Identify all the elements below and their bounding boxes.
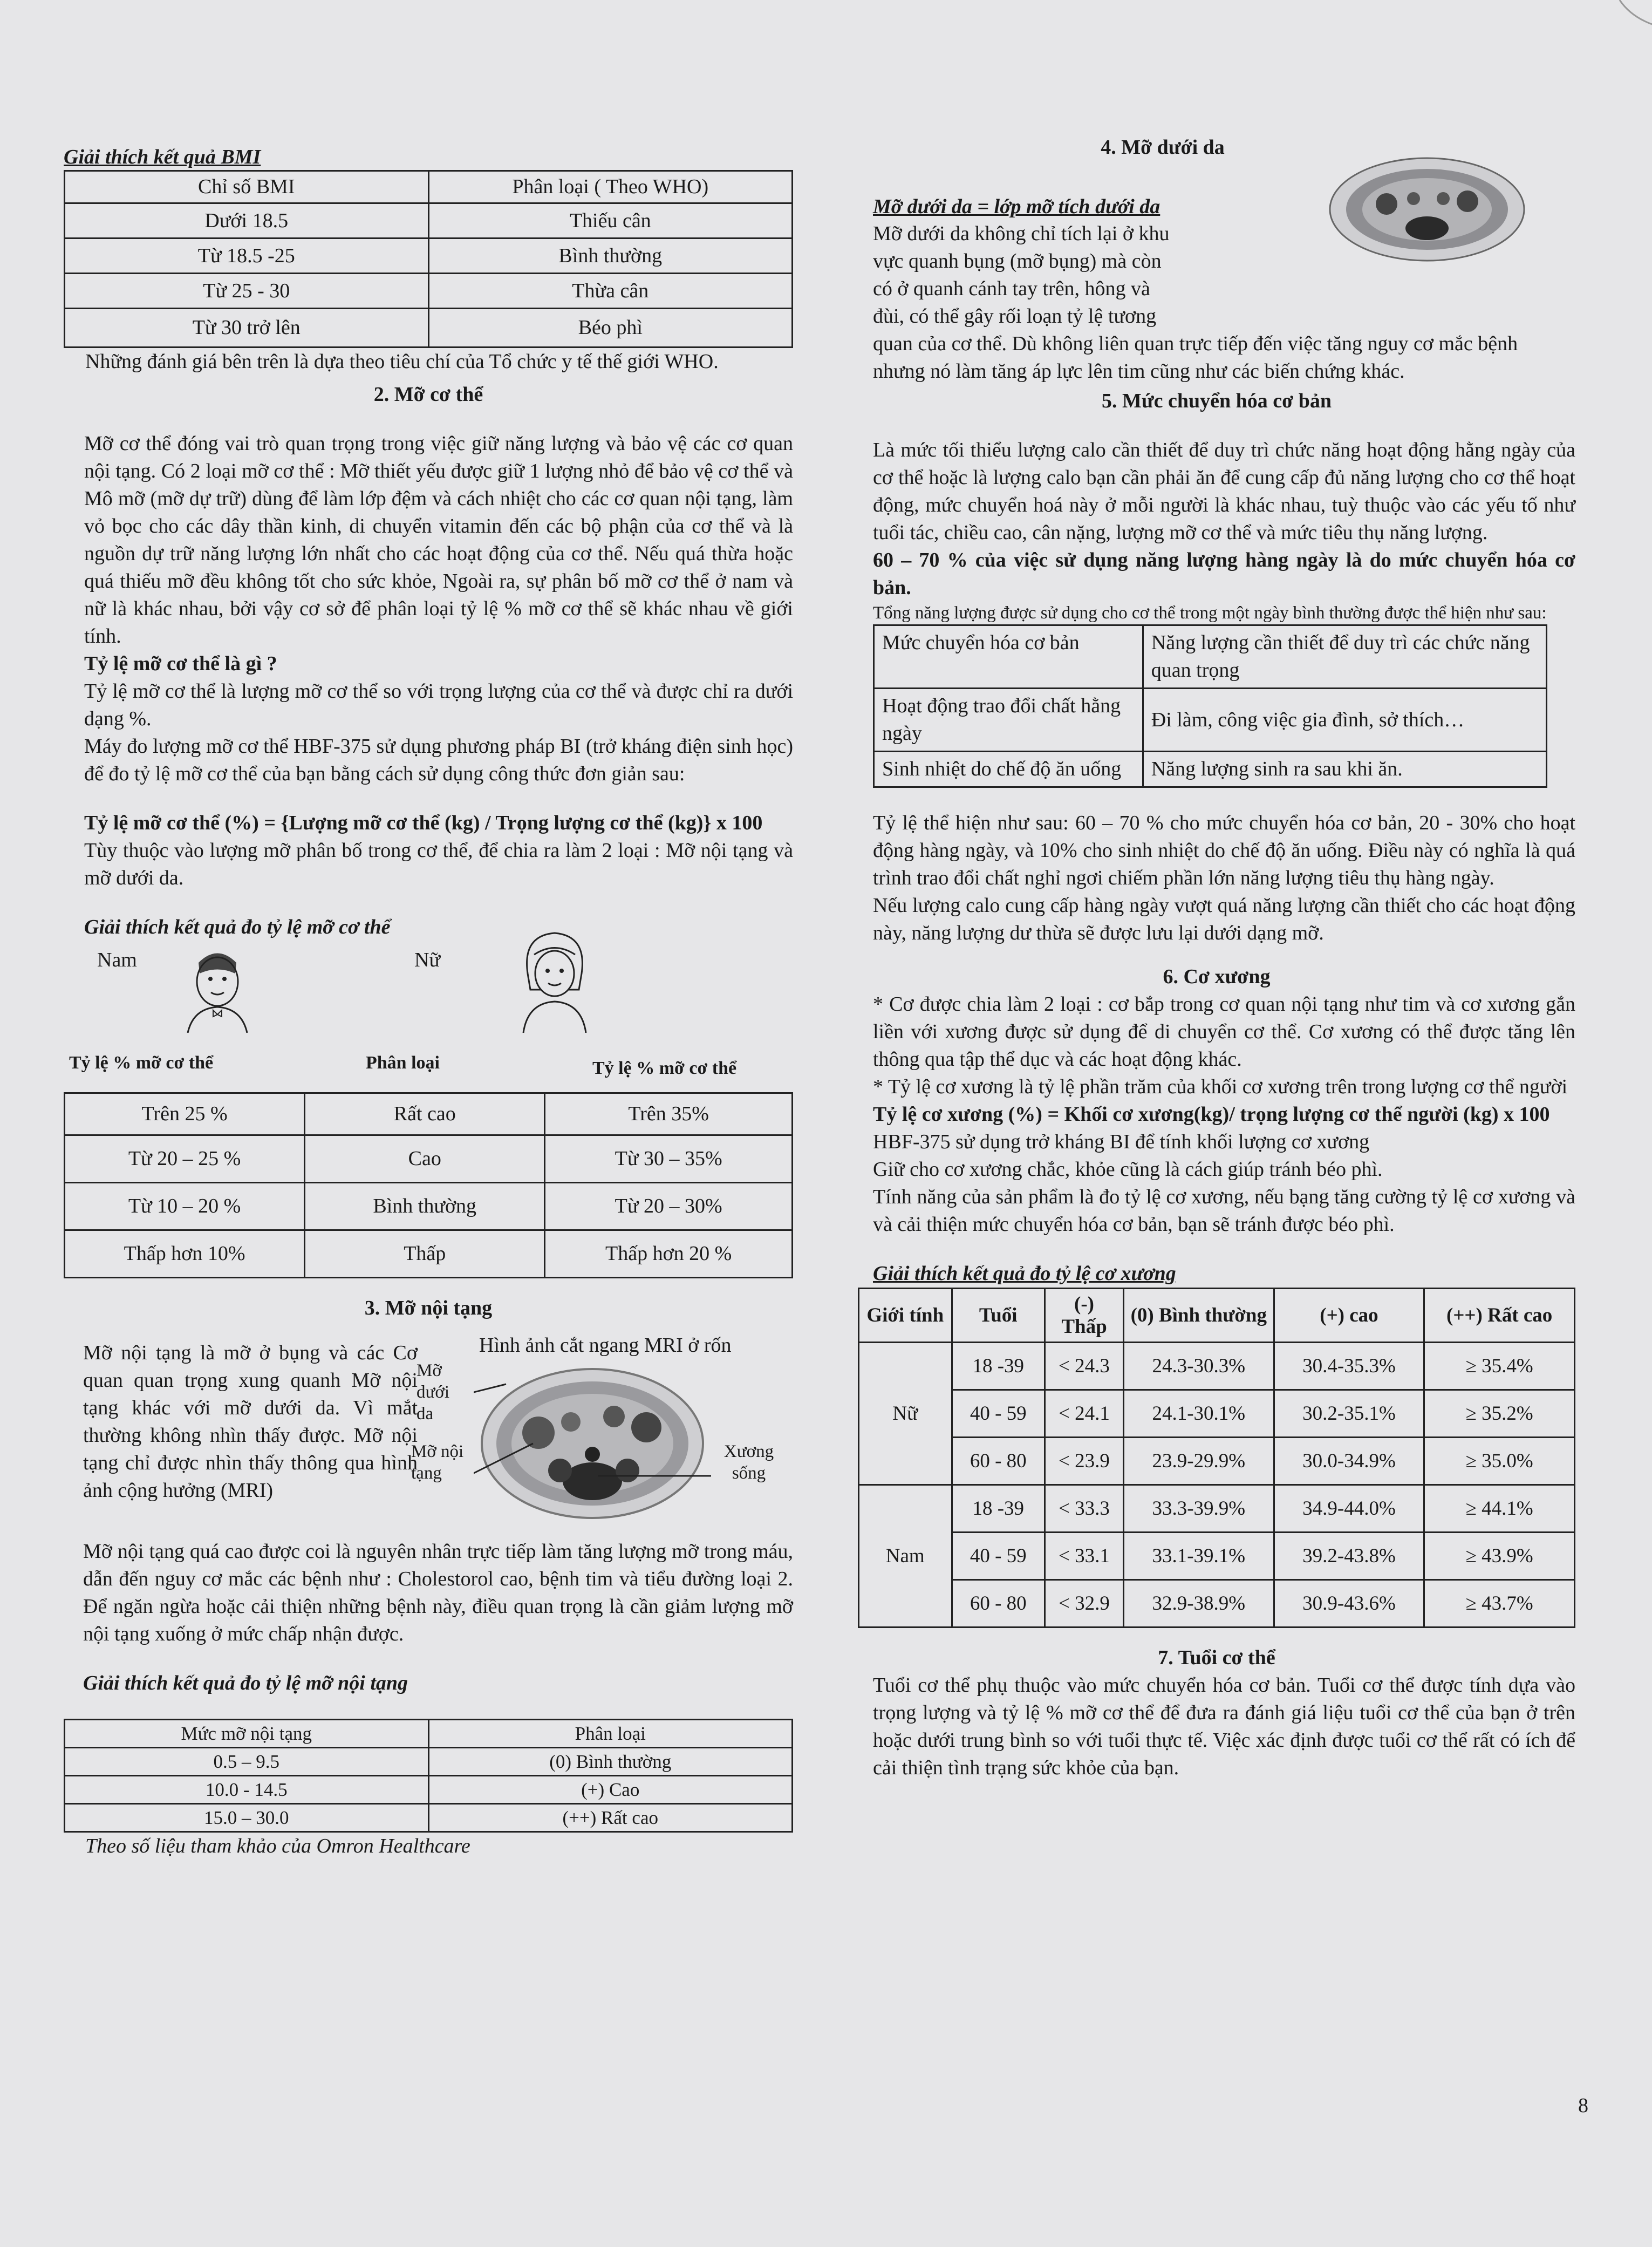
body-fat-cell: Từ 30 – 35%: [545, 1135, 793, 1183]
muscle-cell: 24.1-30.1%: [1123, 1390, 1274, 1438]
visceral-cell: 10.0 - 14.5: [65, 1776, 429, 1804]
body-fat-col-left: Tỷ lệ % mỡ cơ thể: [69, 1053, 214, 1073]
subcutaneous-subtitle: Mỡ dưới da = lớp mỡ tích dưới da: [873, 195, 1161, 218]
muscle-cell: 30.0-34.9%: [1274, 1438, 1424, 1485]
body-fat-cell: Thấp hơn 10%: [65, 1230, 305, 1278]
energy-table: [873, 624, 1547, 788]
energy-cell: Đi làm, công việc gia đình, sở thích…: [1143, 689, 1546, 752]
mri-scan-image: [474, 1363, 711, 1524]
body-fat-table-title: Giải thích kết quả đo tỷ lệ mỡ cơ thể: [84, 916, 391, 938]
bmi-note: Những đánh giá bên trên là dựa theo tiêu chí của Tổ chức y tế thế giới WHO.: [85, 350, 719, 373]
muscle-table-title: Giải thích kết quả đo tỷ lệ cơ xương: [873, 1262, 1176, 1285]
body-fat-method: Máy đo lượng mỡ cơ thể HBF-375 sử dụng phương pháp BI (trở kháng điện sinh học) để đo tỷ lệ mỡ cơ thể của bạn bằng cách sử dụng công thức đơn giản sau:: [84, 735, 793, 785]
bmi-cell: Béo phì: [428, 309, 793, 348]
muscle-cell: ≥ 35.0%: [1424, 1438, 1575, 1485]
energy-cell: Hoạt động trao đổi chất hằng ngày: [874, 689, 1143, 752]
muscle-header: (++) Rất cao: [1424, 1289, 1575, 1343]
body-fat-columns: [64, 1049, 793, 1081]
muscle-cell: 33.3-39.9%: [1123, 1485, 1274, 1533]
visceral-table: [64, 1719, 793, 1833]
body-fat-types: Tùy thuộc vào lượng mỡ phân bố trong cơ thể, để chia ra làm 2 loại : Mỡ nội tạng và mỡ dưới da.: [84, 839, 793, 889]
muscle-cell: ≥ 35.2%: [1424, 1390, 1575, 1438]
muscle-cell: 40 - 59: [952, 1533, 1045, 1580]
body-fat-cell: Thấp: [305, 1230, 545, 1278]
visceral-cell: 0.5 – 9.5: [65, 1748, 429, 1776]
bmi-cell: Thiếu cân: [428, 203, 793, 239]
body-fat-cell: Cao: [305, 1135, 545, 1183]
energy-cell: Mức chuyển hóa cơ bản: [874, 625, 1143, 689]
metabolism-excess: Nếu lượng calo cung cấp hàng ngày vượt quá năng lượng cần thiết cho các hoạt động này, năng lượng dư thừa sẽ được lưu lại dưới dạng mỡ.: [873, 894, 1575, 944]
label-visceral: Mỡ nội tạng: [411, 1442, 464, 1483]
table-row: [65, 1748, 793, 1776]
heading-visceral: 3. Mỡ nội tạng: [364, 1297, 493, 1319]
body-fat-cell: Từ 20 – 30%: [545, 1183, 793, 1230]
table-header-row: [859, 1289, 1575, 1343]
bmi-cell: Từ 18.5 -25: [65, 239, 429, 274]
body-fat-cell: Từ 10 – 20 %: [65, 1183, 305, 1230]
muscle-cell: ≥ 43.9%: [1424, 1533, 1575, 1580]
energy-cell: Sinh nhiệt do chế độ ăn uống: [874, 752, 1143, 787]
male-face-icon: [177, 941, 258, 1033]
body-fat-cell: Trên 25 %: [65, 1093, 305, 1135]
muscle-cell: 32.9-38.9%: [1123, 1580, 1274, 1628]
table-row: [65, 1776, 793, 1804]
metabolism-body: Là mức tối thiểu lượng calo cần thiết để duy trì chức năng hoạt động hằng ngày của cơ thể hoặc là lượng calo bạn cần phải ăn để cung cấp đủ năng lượng cho cơ thể hoạt động, mức chuyển hoá này ở mỗi người là khác nhau, tuỳ thuộc vào các yếu tố như tuổi tác, chiều cao, cân nặng, lượng mỡ cơ thể và mức tiêu thụ năng lượng.: [873, 439, 1575, 544]
energy-cell: Năng lượng cần thiết để duy trì các chức năng quan trọng: [1143, 625, 1546, 689]
muscle-cell: 30.2-35.1%: [1274, 1390, 1424, 1438]
visceral-header-class: Phân loại: [428, 1720, 793, 1748]
label-spine: Xương sống: [723, 1442, 774, 1483]
bmi-cell: Dưới 18.5: [65, 203, 429, 239]
muscle-header: Tuổi: [952, 1289, 1045, 1343]
visceral-table-title: Giải thích kết quả đo tỷ lệ mỡ nội tạng: [83, 1672, 408, 1694]
label-subcutaneous: Mỡ dưới da: [417, 1361, 450, 1424]
muscle-p1: * Cơ được chia làm 2 loại : cơ bắp trong cơ quan nội tạng như tim và cơ xương gắn liền với xương được sử dụng để di chuyển cơ thể. Cơ xương có thể được tăng lên thông qua tập thể dục và các hoạt động khác.: [873, 993, 1575, 1071]
bmi-cell: Từ 30 trở lên: [65, 309, 429, 348]
muscle-cell: 18 -39: [952, 1485, 1045, 1533]
muscle-formula: Tỷ lệ cơ xương (%) = Khối cơ xương(kg)/ trọng lượng cơ thể người (kg) x 100: [873, 1103, 1550, 1126]
body-fat-table: [64, 1092, 793, 1278]
body-fat-cell: Trên 35%: [545, 1093, 793, 1135]
table-row: [859, 1533, 1575, 1580]
muscle-cell: 60 - 80: [952, 1438, 1045, 1485]
visceral-body: Mỡ nội tạng quá cao được coi là nguyên nhân trực tiếp làm tăng lượng mỡ trong máu, dẫn đến nguy cơ mắc các bệnh như : Cholestorol cao, bệnh tim và tiểu đường loại 2. Để ngăn ngừa hoặc cải thiện những bệnh này, điều quan trọng là cần giảm lượng mỡ nội tạng xuống ở mức chấp nhận được.: [83, 1540, 793, 1645]
table-row: [65, 1093, 793, 1135]
body-fat-cell: Thấp hơn 20 %: [545, 1230, 793, 1278]
muscle-cell: 40 - 59: [952, 1390, 1045, 1438]
visceral-cell: 15.0 – 30.0: [65, 1804, 429, 1832]
table-row: [859, 1438, 1575, 1485]
mri-caption: Hình ảnh cắt ngang MRI ở rốn: [479, 1334, 732, 1357]
heading-metabolism: 5. Mức chuyển hóa cơ bản: [1102, 390, 1332, 412]
gender-figures: [64, 941, 793, 1049]
muscle-p5: Tính năng của sản phẩm là đo tỷ lệ cơ xương, nếu bạng tăng cường tỷ lệ cơ xương và và cải thiện mức chuyển hóa cơ bản, bạn sẽ tránh được béo phì.: [873, 1186, 1575, 1236]
muscle-p2: * Tỷ lệ cơ xương là tỷ lệ phần trăm của khối cơ xương trên trong lượng cơ thể người: [873, 1075, 1568, 1098]
body-fat-formula: Tỷ lệ mỡ cơ thể (%) = {Lượng mỡ cơ thể (kg) / Trọng lượng cơ thể (kg)} x 100: [84, 812, 763, 834]
muscle-cell: ≥ 43.7%: [1424, 1580, 1575, 1628]
table-row: [859, 1580, 1575, 1628]
table-row: [65, 1804, 793, 1832]
bmi-cell: Thừa cân: [428, 274, 793, 309]
subcutaneous-body-wrap: [873, 220, 1561, 385]
visceral-cell: (0) Bình thường: [428, 1748, 793, 1776]
body-fat-cell: Rất cao: [305, 1093, 545, 1135]
table-row: [859, 1390, 1575, 1438]
metabolism-small: Tổng năng lượng được sử dụng cho cơ thể trong một ngày bình thường được thể hiện như sau:: [873, 603, 1547, 623]
muscle-cell: 39.2-43.8%: [1274, 1533, 1424, 1580]
muscle-cell: < 33.1: [1045, 1533, 1124, 1580]
bmi-cell: Từ 25 - 30: [65, 274, 429, 309]
muscle-cell: 33.1-39.1%: [1123, 1533, 1274, 1580]
muscle-cell: 23.9-29.9%: [1123, 1438, 1274, 1485]
table-row: [859, 1343, 1575, 1390]
visceral-source: Theo số liệu tham khảo của Omron Healthcare: [85, 1835, 470, 1857]
muscle-cell: < 32.9: [1045, 1580, 1124, 1628]
visceral-intro: Mỡ nội tạng là mỡ ở bụng và các Cơ quan quan trọng xung quanh Mỡ nội tạng khác với mỡ dưới da. Vì mắt thường không nhìn thấy được. Mỡ nội tạng chỉ được nhìn thấy thông qua hình ảnh cộng hưởng (MRI): [83, 1342, 418, 1502]
energy-cell: Năng lượng sinh ra sau khi ăn.: [1143, 752, 1546, 787]
female-label: Nữ: [414, 949, 441, 971]
muscle-cell: ≥ 35.4%: [1424, 1343, 1575, 1390]
bmi-cell: Bình thường: [428, 239, 793, 274]
left-column: [64, 139, 793, 1860]
visceral-cell: (+) Cao: [428, 1776, 793, 1804]
body-fat-col-mid: Phân loại: [366, 1053, 440, 1073]
bmi-table-title: Giải thích kết quả BMI: [64, 146, 261, 168]
heading-muscle: 6. Cơ xương: [1163, 965, 1271, 988]
muscle-p3: HBF-375 sử dụng trở kháng BI để tính khối lượng cơ xương: [873, 1131, 1370, 1153]
table-row: [874, 689, 1547, 752]
muscle-cell: ≥ 44.1%: [1424, 1485, 1575, 1533]
page-number: 8: [1578, 2094, 1588, 2117]
right-column: [858, 134, 1575, 1782]
muscle-cell: < 33.3: [1045, 1485, 1124, 1533]
table-row: [874, 625, 1547, 689]
muscle-cell: < 23.9: [1045, 1438, 1124, 1485]
body-fat-question: Tỷ lệ mỡ cơ thể là gì ?: [84, 652, 277, 675]
table-row: [65, 239, 793, 274]
table-row: [65, 1230, 793, 1278]
muscle-cell: 18 -39: [952, 1343, 1045, 1390]
table-row: [65, 309, 793, 348]
visceral-header-level: Mức mỡ nội tạng: [65, 1720, 429, 1748]
muscle-header: (+) cao: [1274, 1289, 1424, 1343]
visceral-cell: (++) Rất cao: [428, 1804, 793, 1832]
body-fat-cell: Bình thường: [305, 1183, 545, 1230]
image-float-spacer: [1183, 220, 1561, 328]
body-fat-intro: Mỡ cơ thể đóng vai trò quan trọng trong việc giữ năng lượng và bảo vệ các cơ quan nội tạng. Có 2 loại mỡ cơ thể : Mỡ thiết yếu được giữ 1 lượng nhỏ để bảo vệ cơ thể và Mô mỡ (mỡ dự trữ) dùng để làm lớp đệm và cách nhiệt cho các cơ quan nội tạng, làm vỏ bọc cho các dây thần kinh, di chuyển vitamin đến các bộ phận của cơ thể và là nguồn dự trữ năng lượng lớn nhất cho các hoạt động của cơ thể. Nếu quá thừa hoặc quá thiếu mỡ đều không tốt cho sức khỏe, Ngoài ra, sự phân bố mỡ cơ thể ở nam và nữ là khác nhau, bởi vậy cơ sở để phân loại tỷ lệ % mỡ cơ thể sẽ khác nhau về giới tính.: [84, 432, 793, 648]
table-row: [65, 203, 793, 239]
muscle-header: (-) Thấp: [1045, 1289, 1124, 1343]
muscle-cell: < 24.3: [1045, 1343, 1124, 1390]
subcutaneous-body: Mỡ dưới da không chỉ tích lại ở khu vực quanh bụng (mỡ bụng) mà còn có ở quanh cánh tay trên, hông và đùi, có thể gây rối loạn tỷ lệ tương quan của cơ thể. Dù không liên quan trực tiếp đến việc tăng nguy cơ mắc bệnh nhưng nó làm tăng áp lực lên tim cũng như các biến chứng khác.: [873, 222, 1518, 383]
body-age-body: Tuổi cơ thể phụ thuộc vào mức chuyển hóa cơ bản. Tuổi cơ thể được tính dựa vào trọng lượng và tỷ lệ % mỡ cơ thể để đưa ra đánh giá liệu tuổi cơ thể của bạn ở trên hoặc dưới trung bình so với tuổi thực tế. Việc xác định được tuổi cơ thể rất có ích để cải thiện tình trạng sức khỏe của bạn.: [873, 1674, 1575, 1779]
muscle-gender-female: Nữ: [859, 1343, 952, 1485]
muscle-cell: 24.3-30.3%: [1123, 1343, 1274, 1390]
male-label: Nam: [97, 949, 137, 971]
metabolism-bold: 60 – 70 % của việc sử dụng năng lượng hàng ngày là do mức chuyển hóa cơ bản.: [873, 549, 1575, 599]
muscle-cell: 34.9-44.0%: [1274, 1485, 1424, 1533]
heading-body-age: 7. Tuổi cơ thể: [1158, 1646, 1275, 1669]
bmi-header-index: Chỉ số BMI: [65, 171, 429, 203]
body-fat-definition: Tỷ lệ mỡ cơ thể là lượng mỡ cơ thể so với trọng lượng của cơ thể và được chỉ ra dưới dạng %.: [84, 680, 793, 730]
bmi-table: [64, 170, 793, 348]
table-row: [859, 1485, 1575, 1533]
visceral-figure-block: [64, 1333, 793, 1538]
muscle-cell: 60 - 80: [952, 1580, 1045, 1628]
muscle-cell: 30.4-35.3%: [1274, 1343, 1424, 1390]
table-row: [65, 1183, 793, 1230]
subcutaneous-block: [858, 134, 1575, 387]
page-corner-mark: [1609, 0, 1652, 32]
female-face-icon: [511, 925, 598, 1033]
body-fat-col-right: Tỷ lệ % mỡ cơ thể: [592, 1058, 737, 1078]
muscle-header: Giới tính: [859, 1289, 952, 1343]
muscle-block: [858, 991, 1575, 1288]
metabolism-block: [858, 437, 1575, 947]
metabolism-ratio: Tỷ lệ thể hiện như sau: 60 – 70 % cho mức chuyển hóa cơ bản, 20 - 30% cho hoạt động hàng ngày, và 10% cho sinh nhiệt do chế độ ăn uống. Điều này có nghĩa là quá trình trao đổi chất nghỉ ngơi chiếm phần lớn năng lượng tiêu thụ hàng ngày.: [873, 812, 1575, 889]
heading-body-fat: 2. Mỡ cơ thể: [373, 383, 483, 406]
muscle-header: (0) Bình thường: [1123, 1289, 1274, 1343]
muscle-p4: Giữ cho cơ xương chắc, khỏe cũng là cách giúp tránh béo phì.: [873, 1158, 1383, 1181]
table-row: [874, 752, 1547, 787]
table-row: [65, 274, 793, 309]
muscle-table: [858, 1288, 1575, 1628]
muscle-cell: 30.9-43.6%: [1274, 1580, 1424, 1628]
heading-subcutaneous: 4. Mỡ dưới da: [1101, 136, 1225, 159]
table-row: [65, 1135, 793, 1183]
muscle-gender-male: Nam: [859, 1485, 952, 1628]
muscle-cell: < 24.1: [1045, 1390, 1124, 1438]
body-fat-cell: Từ 20 – 25 %: [65, 1135, 305, 1183]
bmi-header-class: Phân loại ( Theo WHO): [428, 171, 793, 203]
